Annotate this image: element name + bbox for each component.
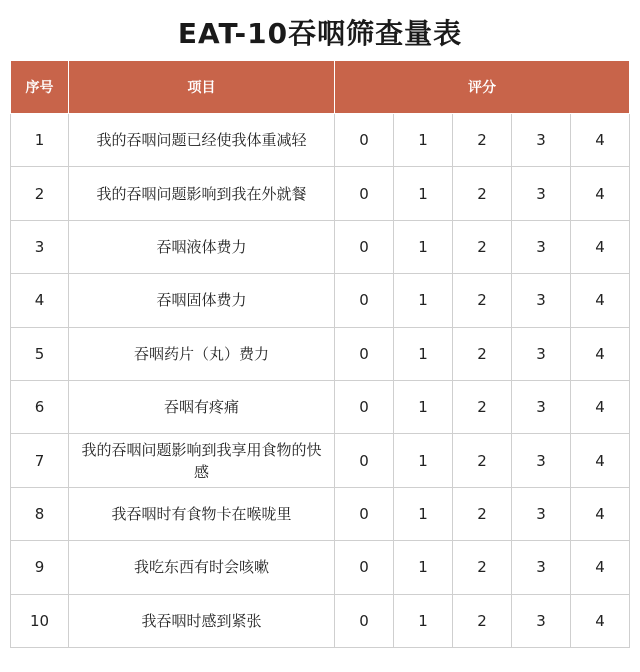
table-row [11, 594, 630, 647]
score-option-2[interactable]: 2 [453, 434, 512, 487]
row-number: 5 [11, 327, 69, 380]
score-option-4[interactable]: 4 [571, 594, 630, 647]
row-number: 3 [11, 220, 69, 273]
row-item: 我的吞咽问题影响到我享用食物的快感 [69, 434, 335, 487]
table-body [11, 114, 630, 648]
score-option-3[interactable]: 3 [512, 274, 571, 327]
score-option-0[interactable]: 0 [335, 380, 394, 433]
row-number: 6 [11, 380, 69, 433]
row-item: 吞咽药片（丸）费力 [69, 327, 335, 380]
row-number: 7 [11, 434, 69, 487]
score-option-4[interactable]: 4 [571, 327, 630, 380]
header-item: 项目 [69, 61, 335, 114]
row-item: 吞咽有疼痛 [69, 380, 335, 433]
row-number: 2 [11, 167, 69, 220]
score-option-0[interactable]: 0 [335, 274, 394, 327]
score-option-0[interactable]: 0 [335, 114, 394, 167]
row-item: 吞咽固体费力 [69, 274, 335, 327]
score-option-0[interactable]: 0 [335, 327, 394, 380]
table-row [11, 220, 630, 273]
table-row [11, 167, 630, 220]
score-option-4[interactable]: 4 [571, 541, 630, 594]
table-row [11, 380, 630, 433]
table-row [11, 274, 630, 327]
row-item: 我的吞咽问题影响到我在外就餐 [69, 167, 335, 220]
row-number: 8 [11, 487, 69, 540]
score-option-4[interactable]: 4 [571, 487, 630, 540]
score-option-2[interactable]: 2 [453, 167, 512, 220]
score-option-3[interactable]: 3 [512, 220, 571, 273]
score-option-3[interactable]: 3 [512, 114, 571, 167]
score-option-3[interactable]: 3 [512, 327, 571, 380]
score-option-1[interactable]: 1 [394, 167, 453, 220]
score-option-2[interactable]: 2 [453, 114, 512, 167]
score-option-2[interactable]: 2 [453, 380, 512, 433]
score-option-3[interactable]: 3 [512, 541, 571, 594]
score-option-4[interactable]: 4 [571, 434, 630, 487]
table-row [11, 327, 630, 380]
row-number: 10 [11, 594, 69, 647]
score-option-3[interactable]: 3 [512, 594, 571, 647]
score-option-0[interactable]: 0 [335, 220, 394, 273]
score-option-3[interactable]: 3 [512, 434, 571, 487]
header-score: 评分 [335, 61, 630, 114]
score-option-1[interactable]: 1 [394, 541, 453, 594]
table-row [11, 487, 630, 540]
score-option-1[interactable]: 1 [394, 380, 453, 433]
table-row [11, 541, 630, 594]
score-option-2[interactable]: 2 [453, 274, 512, 327]
score-option-4[interactable]: 4 [571, 380, 630, 433]
table-row [11, 114, 630, 167]
row-number: 1 [11, 114, 69, 167]
table-header-row [11, 61, 630, 114]
table-row [11, 434, 630, 487]
score-option-1[interactable]: 1 [394, 274, 453, 327]
score-option-0[interactable]: 0 [335, 434, 394, 487]
score-option-3[interactable]: 3 [512, 167, 571, 220]
score-option-4[interactable]: 4 [571, 114, 630, 167]
score-option-3[interactable]: 3 [512, 487, 571, 540]
score-option-3[interactable]: 3 [512, 380, 571, 433]
row-item: 吞咽液体费力 [69, 220, 335, 273]
eat10-table [10, 60, 630, 648]
score-option-0[interactable]: 0 [335, 594, 394, 647]
score-option-2[interactable]: 2 [453, 594, 512, 647]
row-item: 我吃东西有时会咳嗽 [69, 541, 335, 594]
header-no: 序号 [11, 61, 69, 114]
score-option-1[interactable]: 1 [394, 220, 453, 273]
score-option-1[interactable]: 1 [394, 114, 453, 167]
score-option-0[interactable]: 0 [335, 167, 394, 220]
score-option-1[interactable]: 1 [394, 327, 453, 380]
row-item: 我吞咽时感到紧张 [69, 594, 335, 647]
score-option-4[interactable]: 4 [571, 167, 630, 220]
score-option-0[interactable]: 0 [335, 487, 394, 540]
row-number: 9 [11, 541, 69, 594]
row-item: 我吞咽时有食物卡在喉咙里 [69, 487, 335, 540]
score-option-2[interactable]: 2 [453, 541, 512, 594]
score-option-4[interactable]: 4 [571, 220, 630, 273]
score-option-4[interactable]: 4 [571, 274, 630, 327]
score-option-2[interactable]: 2 [453, 487, 512, 540]
score-option-1[interactable]: 1 [394, 594, 453, 647]
score-option-1[interactable]: 1 [394, 434, 453, 487]
row-item: 我的吞咽问题已经使我体重减轻 [69, 114, 335, 167]
page-title: EAT-10吞咽筛查量表 [177, 17, 463, 50]
score-option-2[interactable]: 2 [453, 327, 512, 380]
score-option-2[interactable]: 2 [453, 220, 512, 273]
row-number: 4 [11, 274, 69, 327]
score-option-0[interactable]: 0 [335, 541, 394, 594]
score-option-1[interactable]: 1 [394, 487, 453, 540]
